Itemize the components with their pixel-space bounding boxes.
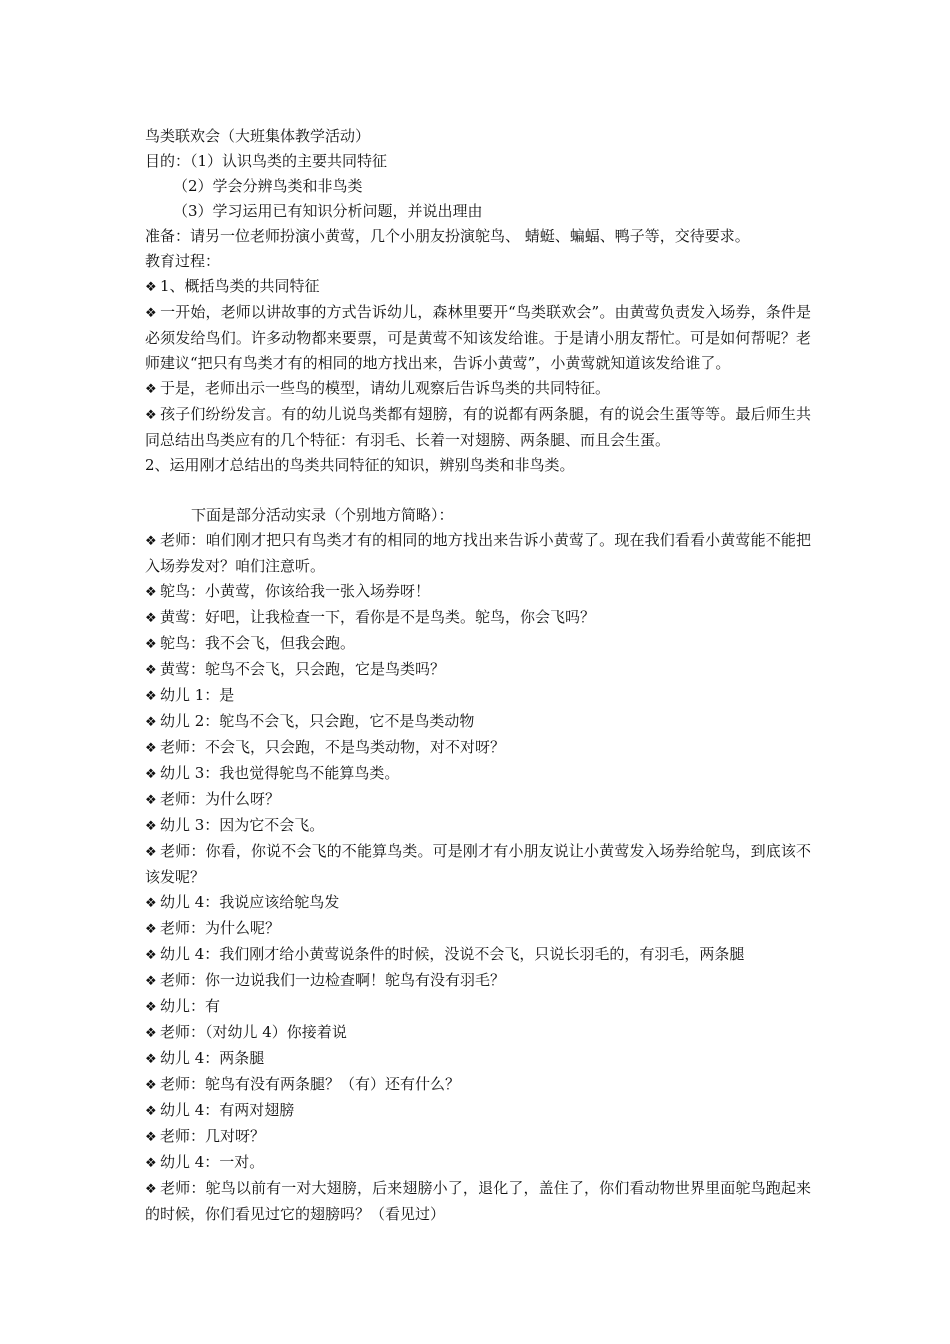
dialogue-line [145, 761, 811, 787]
dialogue-text: 幼儿 4：一对。 [160, 1153, 265, 1171]
dialogue-text: 鸵鸟：小黄莺，你该给我一张入场券呀！ [160, 582, 431, 600]
paragraph-text: 一开始，老师以讲故事的方式告诉幼儿，森林里要开“鸟类联欢会”。由黄莺负责发入场券，条件是必须发给鸟们。许多动物都来要票，可是黄莺不知该发给谁。于是请小朋友帮忙。可是如何帮呢？老师建议“把只有鸟类才有的相同的地方找出来，告诉小黄莺”，小黄莺就知道该发给谁了。 [145, 303, 811, 372]
dialogue-list [145, 528, 811, 1227]
dialogue-line [145, 1176, 811, 1227]
process-heading: 教育过程： [145, 252, 221, 270]
dialogue-text: 幼儿 4：我们刚才给小黄莺说条件的时候，没说不会飞，只说长羽毛的，有羽毛，两条腿 [160, 945, 745, 963]
section1-paragraph [145, 376, 811, 402]
section1-heading-text: 1、概括鸟类的共同特征 [160, 277, 320, 295]
dialogue-line [145, 657, 811, 683]
dialogue-text: 老师：几对呀？ [160, 1127, 266, 1145]
dialogue-line [145, 916, 811, 942]
dialogue-text: 幼儿：有 [160, 997, 221, 1015]
dialogue-line [145, 968, 811, 994]
bullet-icon: ❖ [145, 1104, 157, 1119]
bullet-icon: ❖ [145, 974, 157, 989]
bullet-icon: ❖ [145, 1130, 157, 1145]
section1-paragraph [145, 402, 811, 453]
bullet-icon: ❖ [145, 1026, 157, 1041]
dialogue-line [145, 709, 811, 735]
bullet-icon: ❖ [145, 767, 157, 782]
bullet-icon: ❖ [145, 922, 157, 937]
bullet-icon: ❖ [145, 1000, 157, 1015]
bullet-icon: ❖ [145, 715, 157, 730]
bullet-icon: ❖ [145, 1052, 157, 1067]
paragraph-text: 孩子们纷纷发言。有的幼儿说鸟类都有翅膀，有的说都有两条腿，有的说会生蛋等等。最后师生共同总结出鸟类应有的几个特征：有羽毛、长着一对翅膀、两条腿、而且会生蛋。 [145, 405, 811, 449]
dialogue-line [145, 1098, 811, 1124]
dialogue-text: 黄莺：好吧，让我检查一下，看你是不是鸟类。鸵鸟，你会飞吗？ [160, 608, 596, 626]
dialogue-line [145, 683, 811, 709]
bullet-icon: ❖ [145, 896, 157, 911]
bullet-icon: ❖ [145, 948, 157, 963]
section1-paragraph [145, 300, 811, 376]
dialogue-line [145, 528, 811, 579]
dialogue-line [145, 1124, 811, 1150]
bullet-icon: ❖ [145, 382, 157, 397]
section1-heading [145, 274, 811, 300]
goal-3: （3）学习运用已有知识分析问题，并说出理由 [173, 202, 483, 220]
bullet-icon: ❖ [145, 1156, 157, 1171]
goal-2: （2）学会分辨鸟类和非鸟类 [173, 177, 363, 195]
preparation-text: 准备：请另一位老师扮演小黄莺，几个小朋友扮演鸵鸟、 蜻蜓、蝙蝠、鸭子等，交待要求。 [145, 227, 750, 245]
paragraph-text: 于是，老师出示一些鸟的模型，请幼儿观察后告诉鸟类的共同特征。 [160, 379, 611, 397]
dialogue-line [145, 813, 811, 839]
dialogue-text: 幼儿 4：有两对翅膀 [160, 1101, 295, 1119]
dialogue-text: 黄莺：鸵鸟不会飞，只会跑，它是鸟类吗？ [160, 660, 446, 678]
bullet-icon: ❖ [145, 306, 157, 321]
bullet-icon: ❖ [145, 280, 157, 295]
dialogue-text: 老师：为什么呢？ [160, 919, 281, 937]
dialogue-text: 幼儿 1：是 [160, 686, 235, 704]
dialogue-line [145, 1020, 811, 1046]
dialogue-text: 幼儿 3：因为它不会飞。 [160, 816, 325, 834]
dialogue-line [145, 942, 811, 968]
bullet-icon: ❖ [145, 793, 157, 808]
bullet-icon: ❖ [145, 845, 157, 860]
dialogue-text: 老师：（对幼儿 4）你接着说 [160, 1023, 347, 1041]
bullet-icon: ❖ [145, 408, 157, 423]
bullet-icon: ❖ [145, 819, 157, 834]
bullet-icon: ❖ [145, 611, 157, 626]
dialogue-line [145, 1046, 811, 1072]
dialogue-line [145, 1150, 811, 1176]
dialogue-line [145, 839, 811, 890]
dialogue-text: 老师：鸵鸟以前有一对大翅膀，后来翅膀小了，退化了，盖住了，你们看动物世界里面鸵鸟跑起来的时候，你们看见过它的翅膀吗？（看见过） [145, 1179, 811, 1223]
dialogue-line [145, 890, 811, 916]
dialogue-line [145, 605, 811, 631]
bullet-icon: ❖ [145, 741, 157, 756]
dialogue-line [145, 631, 811, 657]
transcript-intro: 下面是部分活动实录（个别地方简略）： [191, 506, 454, 524]
dialogue-line [145, 787, 811, 813]
section2-heading: 2、运用刚才总结出的鸟类共同特征的知识，辨别鸟类和非鸟类。 [145, 456, 575, 474]
bullet-icon: ❖ [145, 585, 157, 600]
dialogue-text: 老师：鸵鸟有没有两条腿？（有）还有什么？ [160, 1075, 461, 1093]
blank-spacer [145, 478, 811, 503]
dialogue-text: 老师：不会飞，只会跑，不是鸟类动物，对不对呀？ [160, 738, 506, 756]
dialogue-line [145, 994, 811, 1020]
dialogue-text: 幼儿 4：我说应该给鸵鸟发 [160, 893, 340, 911]
dialogue-text: 老师：你一边说我们一边检查啊！鸵鸟有没有羽毛？ [160, 971, 506, 989]
dialogue-line [145, 579, 811, 605]
bullet-icon: ❖ [145, 1078, 157, 1093]
bullet-icon: ❖ [145, 1182, 157, 1197]
dialogue-text: 幼儿 4：两条腿 [160, 1049, 265, 1067]
dialogue-text: 幼儿 2：鸵鸟不会飞，只会跑，它不是鸟类动物 [160, 712, 475, 730]
dialogue-text: 鸵鸟：我不会飞，但我会跑。 [160, 634, 356, 652]
dialogue-text: 老师：为什么呀？ [160, 790, 281, 808]
bullet-icon: ❖ [145, 637, 157, 652]
dialogue-text: 幼儿 3：我也觉得鸵鸟不能算鸟类。 [160, 764, 400, 782]
bullet-icon: ❖ [145, 534, 157, 549]
dialogue-line [145, 1072, 811, 1098]
bullet-icon: ❖ [145, 663, 157, 678]
document-title: 鸟类联欢会（大班集体教学活动） [145, 127, 371, 145]
document-page [145, 124, 811, 1227]
bullet-icon: ❖ [145, 689, 157, 704]
dialogue-text: 老师：你看，你说不会飞的不能算鸟类。可是刚才有小朋友说让小黄莺发入场券给鸵鸟，到底该不该发呢？ [145, 842, 811, 886]
dialogue-line [145, 735, 811, 761]
dialogue-text: 老师：咱们刚才把只有鸟类才有的相同的地方找出来告诉小黄莺了。现在我们看看小黄莺能不能把入场券发对？咱们注意听。 [145, 531, 811, 575]
goal-1: 目的：（1）认识鸟类的主要共同特征 [145, 152, 388, 170]
